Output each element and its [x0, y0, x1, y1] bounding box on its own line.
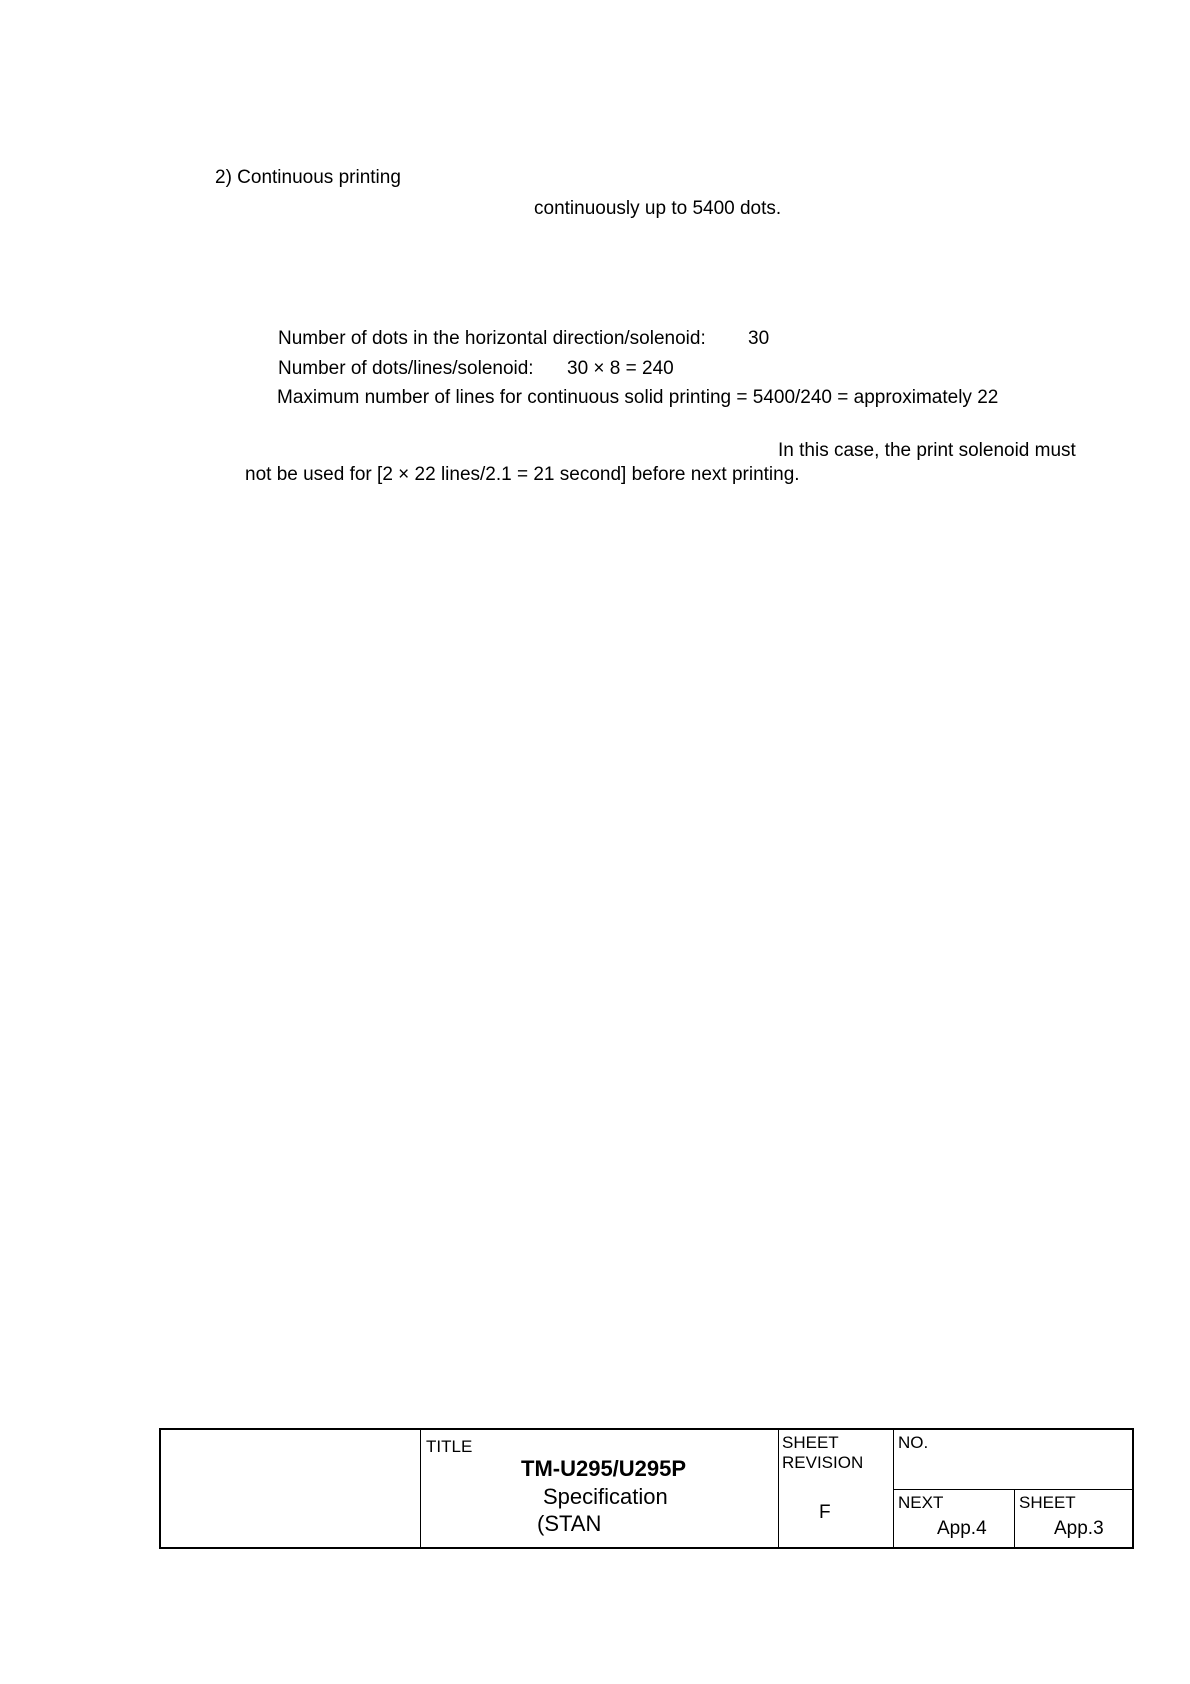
section-heading: 2) Continuous printing [215, 167, 401, 188]
title-label: TITLE [426, 1437, 473, 1456]
sheet-revision-label: SHEET [782, 1433, 839, 1452]
divider [1014, 1489, 1015, 1547]
paragraph-line-1: In this case, the print solenoid must [778, 440, 1076, 461]
title-sub-specification: Specification [543, 1484, 668, 1509]
title-sub-stan: (STAN [537, 1511, 602, 1536]
sheet-value: App.3 [1054, 1518, 1104, 1539]
calc-label-dots-lines: Number of dots/lines/solenoid: [278, 358, 534, 379]
divider [778, 1430, 779, 1547]
no-label: NO. [898, 1433, 929, 1452]
title-block [159, 1428, 1134, 1549]
calc-label-dots-horizontal: Number of dots in the horizontal direction/solenoid: [278, 328, 706, 349]
next-value: App.4 [937, 1518, 987, 1539]
divider [420, 1430, 421, 1547]
title-main: TM-U295/U295P [521, 1456, 687, 1481]
divider [893, 1489, 1132, 1490]
calc-max-lines: Maximum number of lines for continuous solid printing = 5400/240 = approximately 22 [277, 387, 999, 408]
next-label: NEXT [898, 1493, 944, 1512]
sheet-revision-label-2: REVISION [782, 1453, 864, 1472]
calc-value-dots-horizontal: 30 [748, 328, 770, 349]
body-text-line: continuously up to 5400 dots. [534, 198, 782, 219]
sheet-label: SHEET [1019, 1493, 1076, 1512]
paragraph-line-2: not be used for [2 × 22 lines/2.1 = 21 second] before next printing. [245, 464, 800, 485]
revision-value: F [819, 1502, 831, 1523]
calc-value-dots-lines: 30 × 8 = 240 [567, 358, 674, 379]
